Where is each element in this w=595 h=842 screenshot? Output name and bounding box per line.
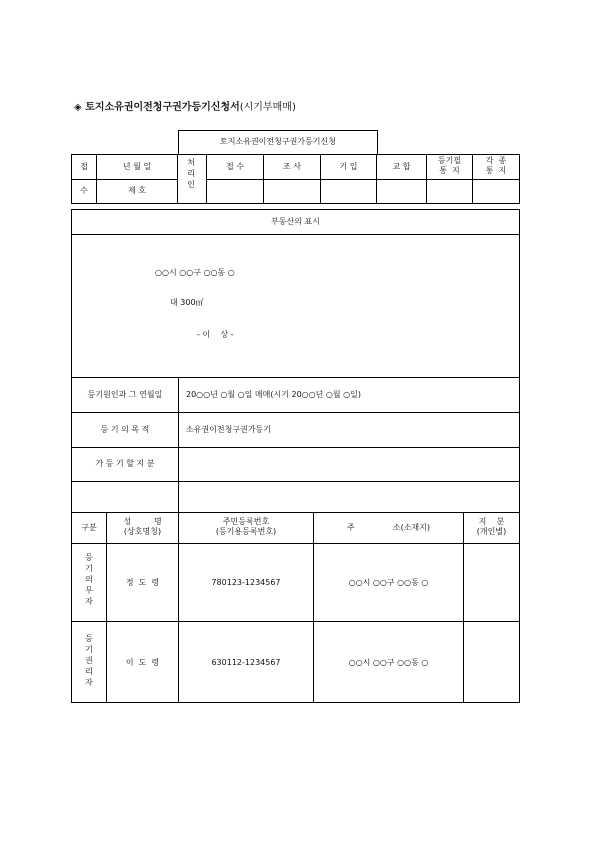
obligor-address[interactable]: ○○시 ○○구 ○○동 ○ xyxy=(348,578,429,587)
column-header: 각 종 통 지 xyxy=(485,156,507,175)
property-area: 대 300㎡ xyxy=(170,298,204,307)
column-header: 접 수 xyxy=(226,162,244,171)
signature-cell[interactable] xyxy=(321,180,376,203)
parties-header-category: 구분 xyxy=(81,523,97,532)
property-end-mark: - 이 상 - xyxy=(197,330,234,339)
receipt-date-label: 년 월 일 xyxy=(122,162,152,171)
share-label: 가 등 기 할 지 분 xyxy=(95,459,155,468)
obligor-role-label: 등 기 의 무 자 xyxy=(85,553,93,606)
blank-value-cell[interactable] xyxy=(179,482,519,512)
receipt-number-label: 제 호 xyxy=(128,186,146,195)
holder-id-number[interactable]: 630112-1234567 xyxy=(211,658,281,667)
holder-address[interactable]: ○○시 ○○구 ○○동 ○ xyxy=(348,658,429,667)
column-header: 등기필 통 지 xyxy=(437,156,462,175)
column-header: 기 입 xyxy=(339,162,358,171)
cause-label: 등기원인과 그 연월일 xyxy=(87,390,163,399)
processing-label: 처 리 인 xyxy=(187,158,195,189)
diamond-bullet-icon: ◈ xyxy=(74,102,82,113)
parties-header-share: 지 분 (개인별) xyxy=(476,517,507,536)
form-heading xyxy=(74,98,296,113)
column-header: 교 합 xyxy=(392,162,411,171)
obligor-name[interactable]: 정 도 령 xyxy=(125,578,160,587)
obligor-id-number[interactable]: 780123-1234567 xyxy=(211,578,281,587)
signature-cell[interactable] xyxy=(207,180,263,203)
cause-value[interactable]: 20○○년 ○월 ○일 매매(시기 20○○년 ○월 ○일) xyxy=(186,390,361,399)
column-header: 조 사 xyxy=(283,162,301,171)
signature-cell[interactable] xyxy=(264,180,320,203)
property-address: ○○시 ○○구 ○○동 ○ xyxy=(155,268,235,277)
parties-header-id: 주민등록번호 (등기용등록번호) xyxy=(215,517,277,536)
form-subtitle: (시기부매매) xyxy=(239,102,296,113)
signature-cell[interactable] xyxy=(473,180,519,203)
blank-label-cell xyxy=(72,482,178,512)
form-title: 토지소유권이전청구권가등기신청서 xyxy=(85,102,240,113)
receipt-label-top: 접 xyxy=(80,162,88,171)
property-section-title: 부동산의 표시 xyxy=(271,217,320,226)
signature-cell[interactable] xyxy=(377,180,426,203)
parties-header-address: 주 소(소재지) xyxy=(346,523,431,532)
receipt-label-bottom: 수 xyxy=(80,186,88,195)
receipt-table-caption: 토지소유권이전청구권가등기신청 xyxy=(220,137,336,146)
holder-role-label: 등 기 권 리 자 xyxy=(85,634,93,687)
purpose-label: 등 기 의 목 적 xyxy=(100,425,150,434)
holder-name[interactable]: 이 도 령 xyxy=(125,658,160,667)
purpose-value[interactable]: 소유권이전청구권가등기 xyxy=(186,425,272,434)
parties-header-name: 성 명 (상호명칭) xyxy=(123,517,162,536)
signature-cell[interactable] xyxy=(427,180,472,203)
